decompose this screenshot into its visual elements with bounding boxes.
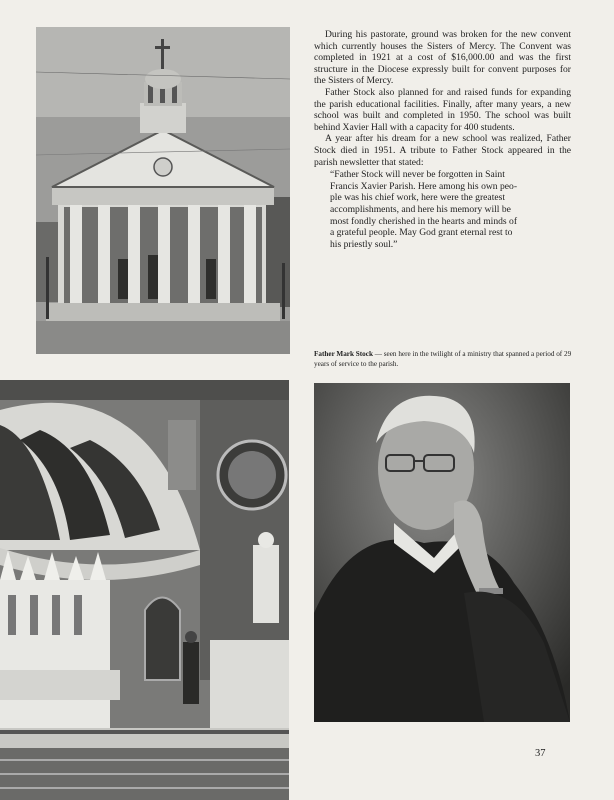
quote-line: ple was his chief work, here were the greatest [330,192,506,204]
quote-line: most fondly cherished in the hearts and minds of [330,215,518,227]
quote-line: accomplishments, and here his memory will be [330,203,511,215]
body-text-column [314,29,571,250]
caption-name: Father Mark Stock [314,350,373,358]
quote-line: a grateful people. May God grant eternal rest to [330,227,513,239]
body-paragraph: During his pastorate, ground was broken for the new convent which currently houses the Sisters of Mercy. The Convent was completed in 1921 at a cost of $16,000.00 and was the first structure in the Diocese expressly built for convent purposes for the Sisters of Mercy. [314,29,571,87]
photo-caption [314,350,576,369]
altar-interior-photo [0,380,289,800]
tribute-quote [330,169,571,250]
body-paragraph: Father Stock also planned for and raised funds for expanding the parish educational facilities. Finally, after many years, a new school was built and completed in 1950. The school was built behind Xavier Hall with a capacity for 400 students. [314,86,571,133]
quote-line: “Father Stock will never be forgotten in Saint [330,169,505,181]
page-number: 37 [535,748,546,759]
father-stock-portrait-photo [314,383,570,722]
body-paragraph: A year after his dream for a new school was realized, Father Stock died in 1951. A tribute to Father Stock appeared in the parish newsletter that stated: [314,133,571,168]
quote-line: his priestly soul.” [330,238,398,250]
quote-line: Francis Xavier Parish. Here among his own peo- [330,180,518,192]
church-exterior-photo [36,27,290,354]
caption-text: — seen here in the twilight of a ministry that spanned a period of 29 years of service to the parish. [314,350,572,368]
